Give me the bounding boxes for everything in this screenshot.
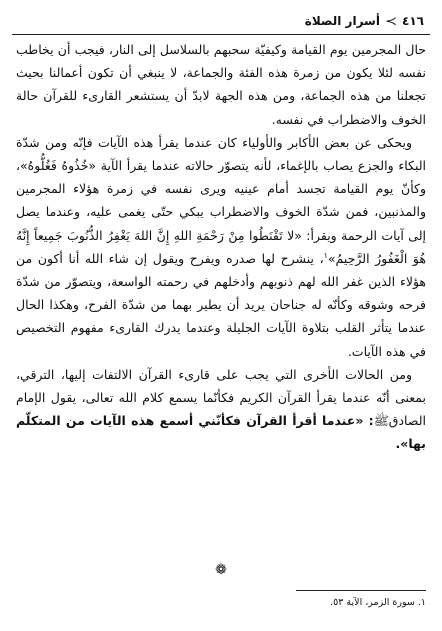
paragraph-2	[16, 131, 426, 363]
paragraph-2-part-1: ويحكى عن بعض الأكابر والأولياء كان عندما يقرأ هذه الآيات فإنّه ومن شدّة البكاء والجزع يصاب بالإغماء، لأنه يتصوّر حالاته عندما يقرأ الآية «خُذُوهُ فَغُلُّوهُ»، وكأنّ يوم القيامة تجسد أمام عينيه ويرى نفسه في زمرة هؤلاء المجرمين والمذنبين، فمن شدّة الخوف والاضطراب يبكي حتّى يغمى عليه، وعندما يصل إلى آيات الرحمة ويقرأ: «لا تَقْنَطُوا مِنْ رَحْمَةِ اللهِ إِنَّ اللهَ يَغْفِرُ الذُّنُوبَ جَمِيعاً إِنَّهُ هُوَ الْغَفُورُ الرَّحِيمُ»	[16, 134, 426, 266]
paragraph-2-part-2: ، ينشرح لها صدره ويفرح ويقول إن شاء الله أنا أكون من هؤلاء الذين غفر الله لهم ذنوبهم وأدخلهم في رحمته الواسعة، ويتصوّر من شدّة فرحه وشوقه وكأنّه له جناحان يريد أن يطير بهما من شدّة الفرح، وهكذا الحال عندما يتأثر القلب بتلاوة الآيات الجليلة وعندما يدرك القارىء مفهوم التخصيص في هذه الآيات.	[16, 250, 426, 359]
page-number: ٤١٦	[402, 14, 424, 28]
footnote-rule	[296, 590, 426, 591]
footnote-marker: ١	[323, 250, 328, 260]
header-separator-icon: ≻	[384, 14, 398, 28]
paragraph-1: حال المجرمين يوم القيامة وكيفيّة سحبهم بالسلاسل إلى النار، فيجب أن يخاطب نفسه لئلا يكون من زمرة هذه الفئة والجماعة، لا ينبغي أن تكون أعمالنا بحيث تجعلنا من هذه الجماعة، ومن هذه الجهة لابدّ أن يستشعر القارىء للقرآن حالة الخوف والاضطراب في نفسه.	[16, 42, 426, 127]
header-rule	[12, 34, 430, 35]
page-header	[305, 14, 424, 28]
paragraph-3-part-1: ومن الحالات الأخرى التي يجب على قارىء القرآن الالتفات إليها، الترقي، بمعنى أنّه عندما يقرأ القرآن الكريم فكأنّما يسمع كلام الله تعالى، يقول الإمام الصادق	[16, 366, 426, 429]
paragraph-3-quote: : «عندما أقرأ القرآن فكأنّني أسمع هذه الآيات من المتكلّم بها».	[16, 413, 426, 452]
footnote: ١. سورة الزمر، الآية ٥٣.	[330, 597, 426, 608]
flower-ornament-icon: ❁	[215, 562, 227, 578]
running-title: أسرار الصلاة	[304, 14, 380, 28]
body-text	[16, 38, 426, 456]
paragraph-3	[16, 363, 426, 456]
salutation-glyph: ﷺ	[373, 413, 389, 429]
